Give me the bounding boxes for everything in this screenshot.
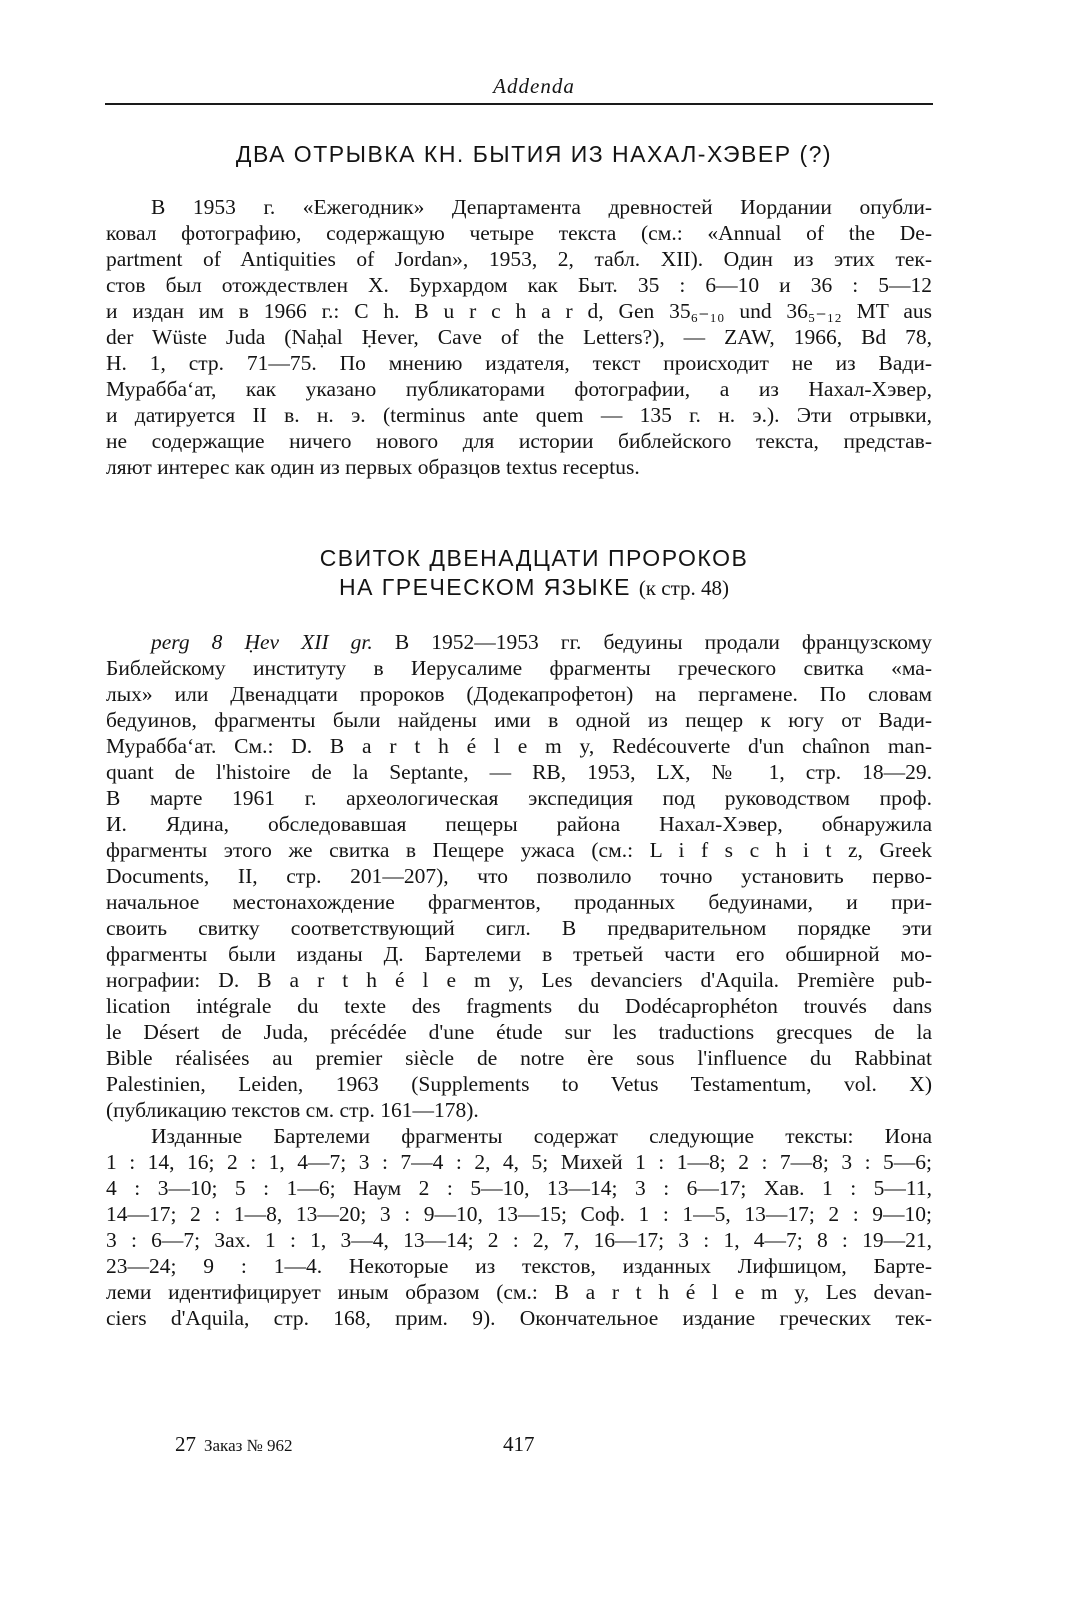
- s2-line-13: фрагменты были изданы Д. Бартелеми в третьей части его обширной мо-: [106, 942, 932, 966]
- order-number: Заказ № 962: [204, 1436, 293, 1455]
- s1-line-6: der Wüste Juda (Naḥal Ḥever, Cave of the Letters?), — ZAW, 1966, Bd 78,: [106, 325, 932, 349]
- section2-title-line2: НА ГРЕЧЕСКОМ ЯЗЫКЕ: [338, 574, 631, 600]
- s2-line-14: нографии: D. B a r t h é l e m y, Les devanciers d'Aquila. Première pub-: [106, 968, 932, 992]
- s2-line-12: своить свитку соответствующий сигл. В предварительном порядке эти: [106, 916, 932, 940]
- s2-p2-line-2: 1 : 14, 16; 2 : 1, 4—7; 3 : 7—4 : 2, 4, 5; Михей 1 : 1—8; 2 : 7—8; 3 : 5—6;: [106, 1150, 932, 1174]
- s2-line-9: фрагменты этого же свитка в Пещере ужаса (см.: L i f s c h i t z, Greek: [106, 838, 932, 862]
- s2-line-1: [151, 629, 932, 655]
- s1-line-8: Мураббаʻат, как указано публикаторами фотографии, а из Нахал-Хэвер,: [106, 377, 932, 401]
- s2-p2-line-4: 14—17; 2 : 1—8, 13—20; 3 : 9—10, 13—15; Соф. 1 : 1—5, 13—17; 2 : 9—10;: [106, 1202, 932, 1226]
- s1-line-11: ляют интерес как один из первых образцов textus receptus.: [106, 455, 640, 479]
- section1-title-text: ДВА ОТРЫВКА КН. БЫТИЯ ИЗ НАХАЛ-ХЭВЕР (?): [235, 141, 833, 167]
- section2-title: [0, 544, 1068, 603]
- section2-title-line1: СВИТОК ДВЕНАДЦАТИ ПРОРОКОВ: [319, 545, 749, 571]
- s2-line-16: le Désert de Juda, précédée d'une étude sur les traductions grecques de la: [106, 1020, 932, 1044]
- s1-line-1: В 1953 г. «Ежегодник» Департамента древностей Иордании опубли-: [151, 195, 932, 219]
- s2-line-15: lication intégrale du texte des fragments du Dodécaprophéton trouvés dans: [106, 994, 932, 1018]
- s1-line-9: и датируется II в. н. э. (terminus ante quem — 135 г. н. э.). Эти отрывки,: [106, 403, 932, 427]
- s2-line-4: бедуинов, фрагменты были найдены ими в одной из пещер к югу от Вади-: [106, 708, 932, 732]
- s2-line-10: Documents, II, стр. 201—207), что позволило точно установить перво-: [106, 864, 932, 888]
- s2-line-7: В марте 1961 г. археологическая экспедиция под руководством проф.: [106, 786, 932, 810]
- s2-line-17: Bible réalisées au premier siècle de notre ère sous l'influence du Rabbinat: [106, 1046, 932, 1070]
- s2-p2-line-1: Изданные Бартелеми фрагменты содержат следующие тексты: Иона: [151, 1124, 932, 1148]
- s1-line-3: partment of Antiquities of Jordan», 1953, 2, табл. XII). Один из этих тек-: [106, 247, 932, 271]
- signature-number: 27: [175, 1432, 196, 1456]
- page-number: 417: [503, 1432, 535, 1456]
- s2-line-2: Библейскому институту в Иерусалиме фрагменты греческого свитка «ма-: [106, 656, 932, 680]
- s2-line-18: Palestinien, Leiden, 1963 (Supplements to Vetus Testamentum, vol. X): [106, 1072, 932, 1096]
- s2-line-11: начальное местонахождение фрагментов, проданных бедуинами, и при-: [106, 890, 932, 914]
- printer-signature: [175, 1432, 293, 1457]
- running-head: Addenda: [493, 74, 575, 98]
- s2-p2-line-5: 3 : 6—7; Зах. 1 : 1, 3—4, 13—14; 2 : 2, 7, 16—17; 3 : 1, 4—7; 8 : 19—21,: [106, 1228, 932, 1252]
- s2-p2-line-3: 4 : 3—10; 5 : 1—6; Наум 2 : 5—10, 13—14; 3 : 6—17; Хав. 1 : 5—11,: [106, 1176, 932, 1200]
- section2-title-line2-wrap: [0, 573, 1068, 603]
- s2-p2-line-6: 23—24; 9 : 1—4. Некоторые из текстов, изданных Лифшицом, Барте-: [106, 1254, 932, 1278]
- s2-line-5: Мураббаʻат. См.: D. B a r t h é l e m y, Redécouverte d'un chaînon man-: [106, 734, 932, 758]
- s1-line-7: H. 1, стр. 71—75. По мнению издателя, текст происходит не из Вади-: [106, 351, 932, 375]
- s1-line-5: и издан им в 1966 г.: C h. B u r c h a r d, Gen 35₆₋₁₀ und 36₅₋₁₂ MT aus: [106, 299, 932, 323]
- section1-title: [0, 140, 1068, 169]
- s2-line-3: лых» или Двенадцати пророков (Додекапрофетон) на пергамене. По словам: [106, 682, 932, 706]
- s1-line-10: не содержащие ничего нового для истории библейского текста, представ-: [106, 429, 932, 453]
- siglum: perg 8 Ḥev XII gr.: [151, 630, 373, 654]
- header-rule: [105, 103, 933, 105]
- s2-line-1-text: В 1952—1953 гг. бедуины продали французскому: [394, 630, 932, 654]
- s2-p2-line-8: ciers d'Aquila, стр. 168, прим. 9). Окончательное издание греческих тек-: [106, 1306, 932, 1330]
- s2-line-8: И. Ядина, обследовавшая пещеры района Нахал-Хэвер, обнаружила: [106, 812, 932, 836]
- s1-line-2: ковал фотографию, содержащую четыре текста (см.: «Annual of the De-: [106, 221, 932, 245]
- s1-line-4: стов был отождествлен Х. Бурхардом как Быт. 35 : 6—10 и 36 : 5—12: [106, 273, 932, 297]
- s2-p2-line-7: леми идентифицирует иным образом (см.: B a r t h é l e m y, Les devan-: [106, 1280, 932, 1304]
- s2-line-19: (публикацию текстов см. стр. 161—178).: [106, 1098, 479, 1122]
- section2-title-ref: (к стр. 48): [638, 576, 730, 600]
- s2-line-6: quant de l'histoire de la Septante, — RB, 1953, LX, № 1, стр. 18—29.: [106, 760, 932, 784]
